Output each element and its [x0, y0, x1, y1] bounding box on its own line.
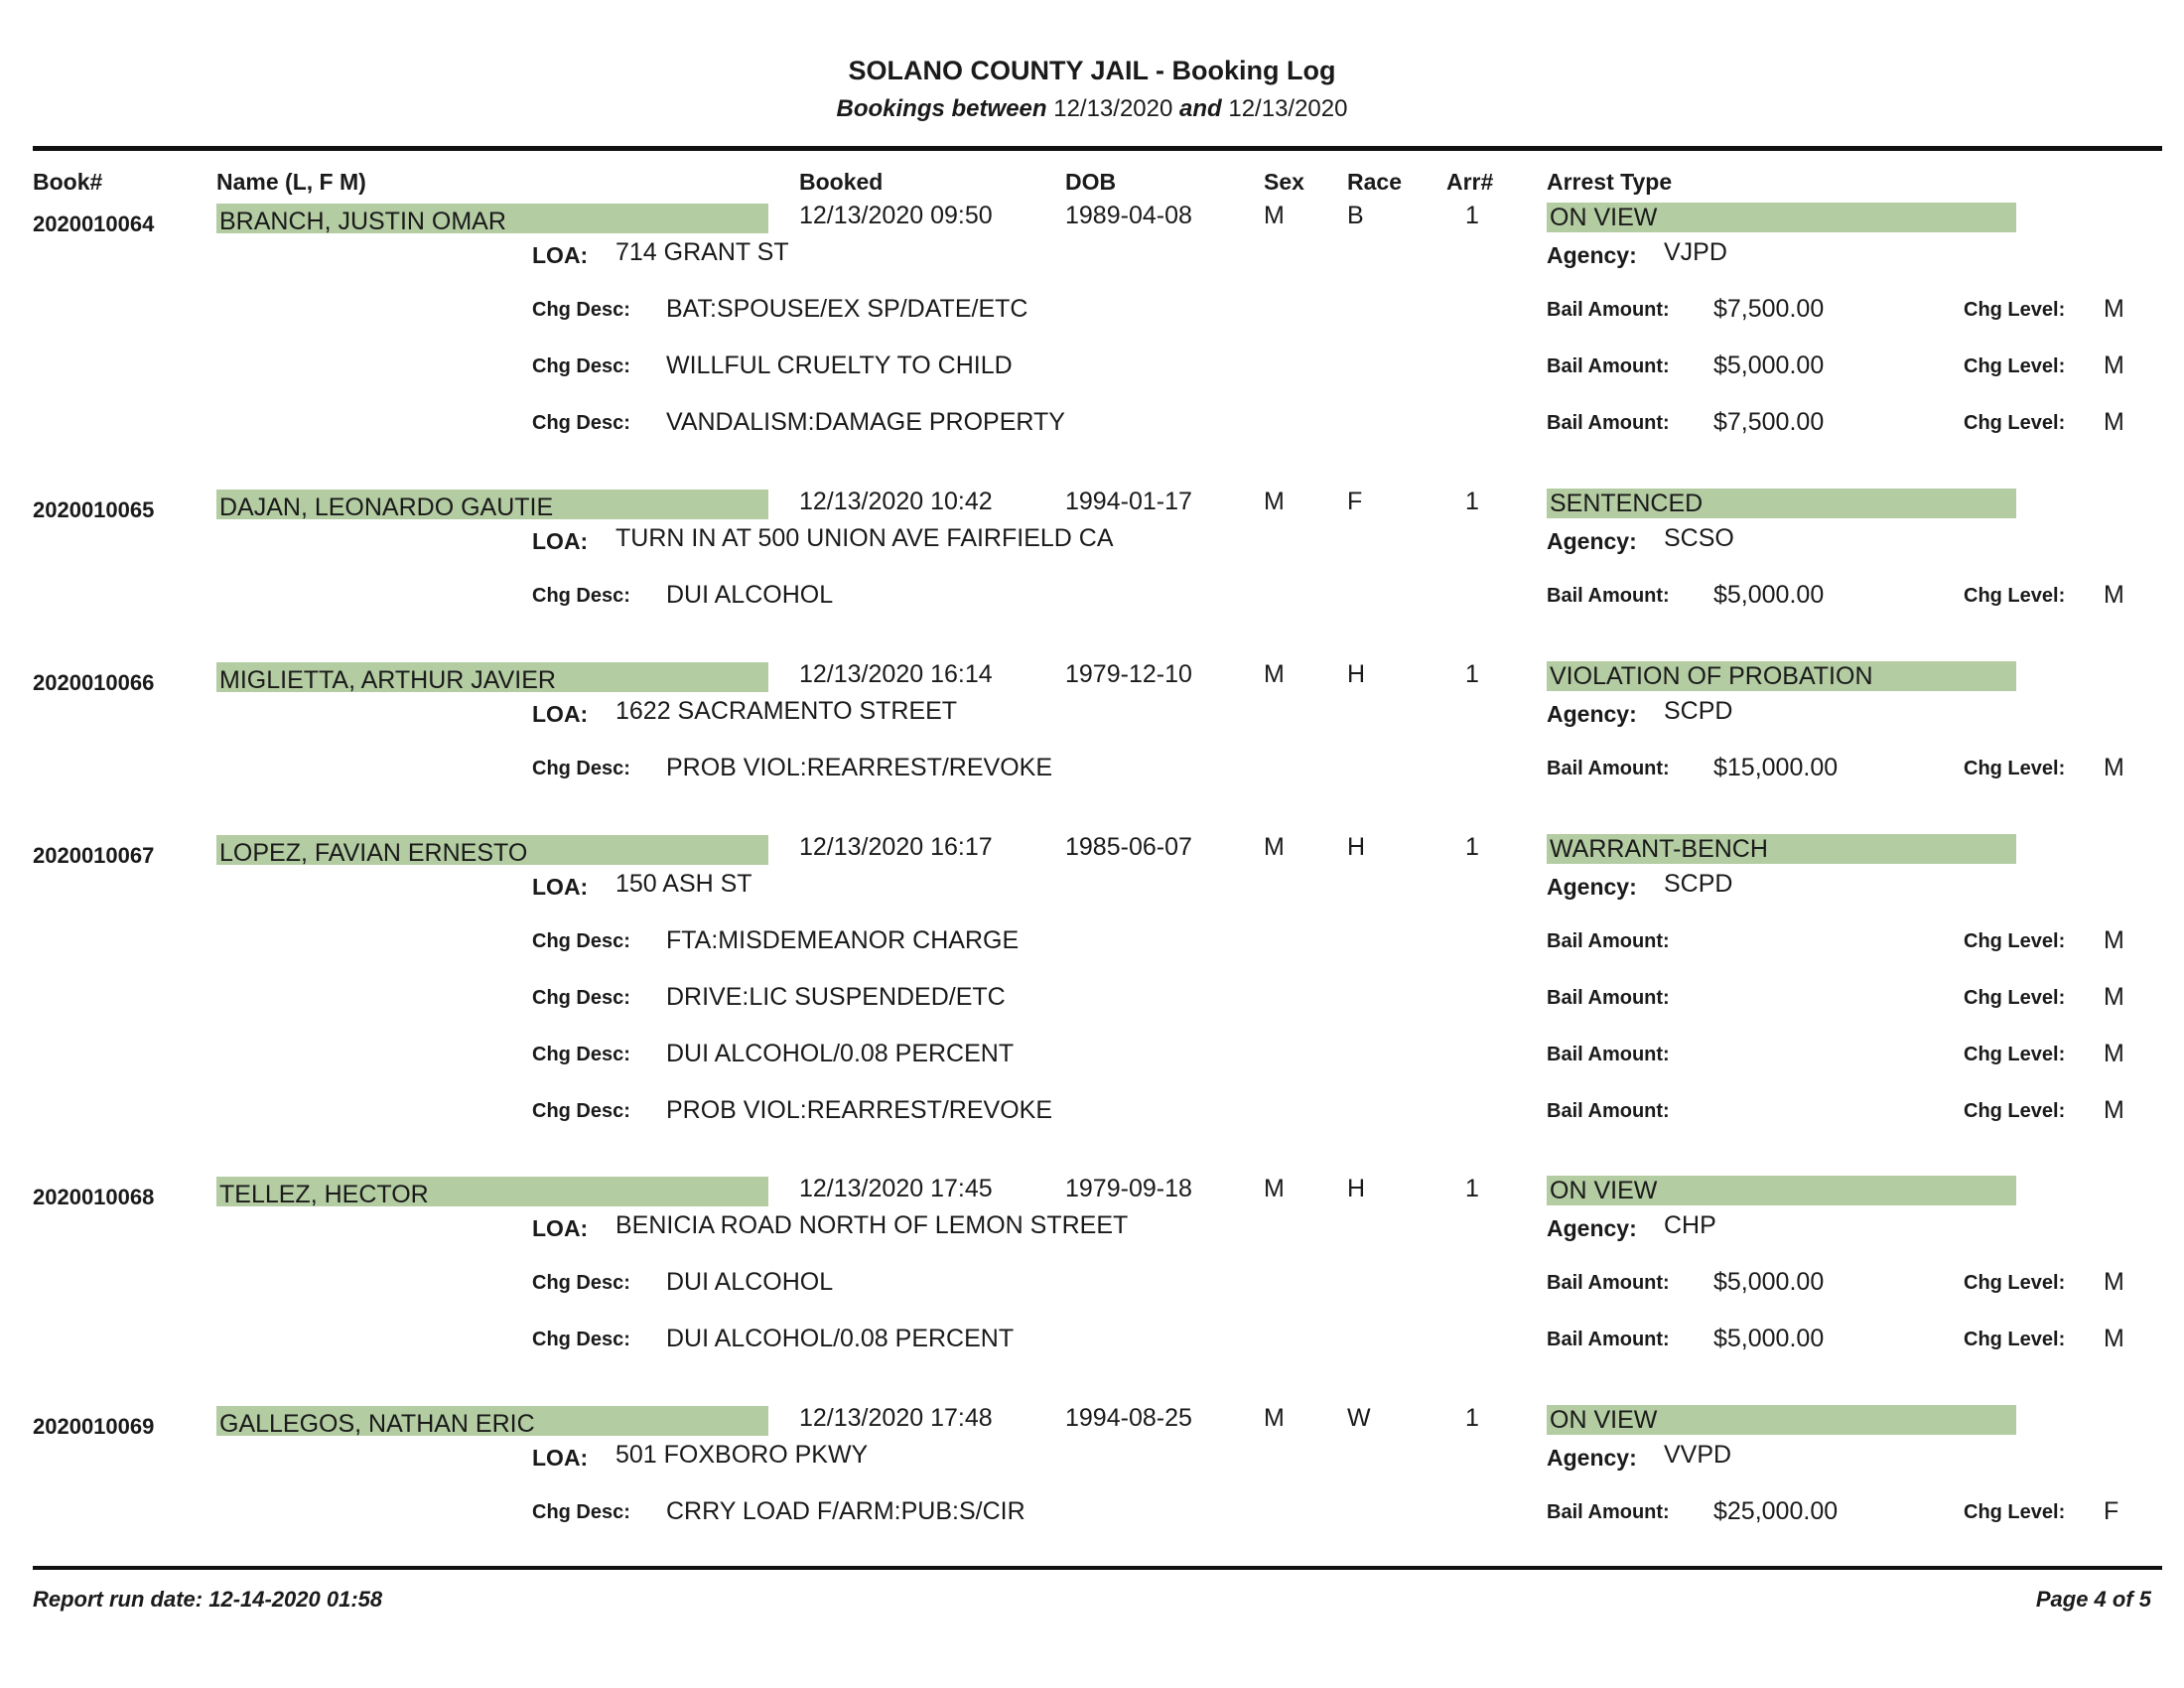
bail-amount-value: $15,000.00 — [1713, 754, 1839, 781]
sex: M — [1264, 488, 1285, 515]
bail-amount-value: $5,000.00 — [1713, 1325, 1825, 1352]
loa-value: TURN IN AT 500 UNION AVE FAIRFIELD CA — [615, 524, 1114, 552]
agency-value: SCPD — [1664, 870, 1733, 898]
arrest-type: WARRANT-BENCH — [1547, 834, 2016, 864]
chg-level-value: M — [2104, 581, 2124, 609]
chg-level-value: M — [2104, 983, 2124, 1011]
chg-desc-value: DUI ALCOHOL/0.08 PERCENT — [666, 1040, 1015, 1067]
chg-desc-value: CRRY LOAD F/ARM:PUB:S/CIR — [666, 1497, 1025, 1525]
date-from: 12/13/2020 — [1053, 95, 1173, 122]
booked-datetime: 12/13/2020 17:48 — [799, 1404, 993, 1432]
chg-desc-value: FTA:MISDEMEANOR CHARGE — [666, 926, 1020, 954]
bail-amount-value: $7,500.00 — [1713, 295, 1825, 323]
loa-value: 150 ASH ST — [615, 870, 752, 898]
chg-desc-label: Chg Desc: — [532, 355, 630, 377]
inmate-name: MIGLIETTA, ARTHUR JAVIER — [216, 662, 768, 692]
book-number: 2020010066 — [33, 670, 155, 695]
report-subtitle — [0, 95, 2184, 123]
race: B — [1347, 202, 1364, 229]
chg-level-label: Chg Level: — [1964, 1100, 2066, 1122]
chg-desc-value: VANDALISM:DAMAGE PROPERTY — [666, 408, 1065, 436]
loa-label: LOA: — [532, 874, 589, 900]
report-title: SOLANO COUNTY JAIL - Booking Log — [848, 56, 1336, 85]
chg-level-value: M — [2104, 1040, 2124, 1067]
inmate-name: TELLEZ, HECTOR — [216, 1177, 768, 1206]
chg-level-value: M — [2104, 1096, 2124, 1124]
agency-label: Agency: — [1547, 874, 1637, 900]
chg-desc-label: Chg Desc: — [532, 585, 630, 607]
sex: M — [1264, 1175, 1285, 1202]
bottom-divider — [33, 1566, 2162, 1570]
bail-amount-label: Bail Amount: — [1547, 355, 1670, 377]
dob: 1979-12-10 — [1065, 660, 1192, 688]
bail-amount-label: Bail Amount: — [1547, 930, 1670, 952]
bail-amount-value: $7,500.00 — [1713, 408, 1825, 436]
chg-desc-label: Chg Desc: — [532, 1100, 630, 1122]
arrest-type: SENTENCED — [1547, 489, 2016, 518]
chg-desc-value: DUI ALCOHOL — [666, 1268, 834, 1296]
loa-label: LOA: — [532, 1215, 589, 1241]
arrest-type: ON VIEW — [1547, 1405, 2016, 1435]
chg-desc-value: PROB VIOL:REARREST/REVOKE — [666, 754, 1052, 781]
arrest-number: 1 — [1465, 202, 1479, 229]
chg-desc-value: BAT:SPOUSE/EX SP/DATE/ETC — [666, 295, 1028, 323]
bail-amount-label: Bail Amount: — [1547, 1329, 1670, 1350]
chg-desc-value: DUI ALCOHOL — [666, 581, 834, 609]
chg-level-label: Chg Level: — [1964, 585, 2066, 607]
bail-amount-label: Bail Amount: — [1547, 412, 1670, 434]
bail-amount-label: Bail Amount: — [1547, 299, 1670, 321]
chg-desc-label: Chg Desc: — [532, 758, 630, 779]
booked-datetime: 12/13/2020 09:50 — [799, 202, 993, 229]
loa-label: LOA: — [532, 701, 589, 727]
book-number: 2020010067 — [33, 843, 155, 868]
chg-level-value: M — [2104, 408, 2124, 436]
arrest-type: ON VIEW — [1547, 1176, 2016, 1205]
chg-level-value: M — [2104, 926, 2124, 954]
book-number: 2020010064 — [33, 211, 155, 236]
dob: 1989-04-08 — [1065, 202, 1192, 229]
bail-amount-label: Bail Amount: — [1547, 1501, 1670, 1523]
race: F — [1347, 488, 1363, 515]
dob: 1979-09-18 — [1065, 1175, 1192, 1202]
arrest-number: 1 — [1465, 833, 1479, 861]
col-header-dob: DOB — [1065, 169, 1117, 195]
chg-level-value: M — [2104, 1325, 2124, 1352]
chg-desc-value: DUI ALCOHOL/0.08 PERCENT — [666, 1325, 1015, 1352]
inmate-name: DAJAN, LEONARDO GAUTIE — [216, 490, 768, 519]
chg-desc-value: PROB VIOL:REARREST/REVOKE — [666, 1096, 1052, 1124]
chg-desc-label: Chg Desc: — [532, 930, 630, 952]
sex: M — [1264, 660, 1285, 688]
sex: M — [1264, 1404, 1285, 1432]
bail-amount-value: $5,000.00 — [1713, 352, 1825, 379]
loa-label: LOA: — [532, 242, 589, 268]
chg-level-label: Chg Level: — [1964, 1044, 2066, 1065]
loa-label: LOA: — [532, 1445, 589, 1471]
bail-amount-label: Bail Amount: — [1547, 758, 1670, 779]
booked-datetime: 12/13/2020 10:42 — [799, 488, 993, 515]
chg-level-label: Chg Level: — [1964, 1501, 2066, 1523]
chg-level-label: Chg Level: — [1964, 412, 2066, 434]
col-header-arr: Arr# — [1446, 169, 1494, 195]
chg-desc-label: Chg Desc: — [532, 1501, 630, 1523]
inmate-name: LOPEZ, FAVIAN ERNESTO — [216, 835, 768, 865]
chg-level-label: Chg Level: — [1964, 1329, 2066, 1350]
bail-amount-label: Bail Amount: — [1547, 1272, 1670, 1294]
date-to: 12/13/2020 — [1228, 95, 1348, 122]
loa-value: BENICIA ROAD NORTH OF LEMON STREET — [615, 1211, 1129, 1239]
chg-level-label: Chg Level: — [1964, 1272, 2066, 1294]
chg-level-label: Chg Level: — [1964, 987, 2066, 1009]
dob: 1994-08-25 — [1065, 1404, 1192, 1432]
book-number: 2020010065 — [33, 497, 155, 522]
loa-value: 714 GRANT ST — [615, 238, 789, 266]
agency-value: SCSO — [1664, 524, 1734, 552]
agency-value: VJPD — [1664, 238, 1727, 266]
bail-amount-label: Bail Amount: — [1547, 1100, 1670, 1122]
col-header-arrest-type: Arrest Type — [1547, 169, 1673, 195]
agency-value: CHP — [1664, 1211, 1716, 1239]
race: H — [1347, 833, 1366, 861]
chg-level-value: M — [2104, 754, 2124, 781]
chg-level-value: M — [2104, 1268, 2124, 1296]
loa-value: 1622 SACRAMENTO STREET — [615, 697, 958, 725]
chg-level-label: Chg Level: — [1964, 930, 2066, 952]
arrest-number: 1 — [1465, 660, 1479, 688]
col-header-name: Name (L, F M) — [216, 169, 366, 195]
inmate-name: BRANCH, JUSTIN OMAR — [216, 204, 768, 233]
subtitle-and: and — [1179, 95, 1222, 122]
subtitle-prefix: Bookings between — [836, 95, 1047, 122]
chg-desc-label: Chg Desc: — [532, 412, 630, 434]
bail-amount-value: $5,000.00 — [1713, 581, 1825, 609]
col-header-sex: Sex — [1264, 169, 1304, 195]
chg-desc-label: Chg Desc: — [532, 1044, 630, 1065]
chg-level-value: M — [2104, 352, 2124, 379]
bail-amount-value: $5,000.00 — [1713, 1268, 1825, 1296]
agency-value: SCPD — [1664, 697, 1733, 725]
arrest-type: ON VIEW — [1547, 203, 2016, 232]
bail-amount-value: $25,000.00 — [1713, 1497, 1839, 1525]
chg-desc-value: WILLFUL CRUELTY TO CHILD — [666, 352, 1013, 379]
report-run-date: Report run date: 12-14-2020 01:58 — [33, 1587, 383, 1612]
book-number: 2020010069 — [33, 1414, 155, 1439]
col-header-race: Race — [1347, 169, 1402, 195]
arrest-number: 1 — [1465, 1404, 1479, 1432]
race: W — [1347, 1404, 1371, 1432]
race: H — [1347, 1175, 1366, 1202]
booked-datetime: 12/13/2020 17:45 — [799, 1175, 993, 1202]
loa-label: LOA: — [532, 528, 589, 554]
chg-desc-label: Chg Desc: — [532, 987, 630, 1009]
top-divider — [33, 146, 2162, 151]
dob: 1994-01-17 — [1065, 488, 1192, 515]
bail-amount-label: Bail Amount: — [1547, 987, 1670, 1009]
agency-label: Agency: — [1547, 1445, 1637, 1471]
inmate-name: GALLEGOS, NATHAN ERIC — [216, 1406, 768, 1436]
chg-level-value: M — [2104, 295, 2124, 323]
sex: M — [1264, 202, 1285, 229]
page-number: Page 4 of 5 — [2035, 1587, 2151, 1612]
chg-desc-label: Chg Desc: — [532, 299, 630, 321]
col-header-booked: Booked — [799, 169, 884, 195]
agency-label: Agency: — [1547, 242, 1637, 268]
chg-level-label: Chg Level: — [1964, 299, 2066, 321]
chg-desc-label: Chg Desc: — [532, 1272, 630, 1294]
arrest-number: 1 — [1465, 1175, 1479, 1202]
sex: M — [1264, 833, 1285, 861]
race: H — [1347, 660, 1366, 688]
chg-desc-label: Chg Desc: — [532, 1329, 630, 1350]
agency-label: Agency: — [1547, 528, 1637, 554]
chg-level-label: Chg Level: — [1964, 758, 2066, 779]
agency-label: Agency: — [1547, 1215, 1637, 1241]
booked-datetime: 12/13/2020 16:17 — [799, 833, 993, 861]
col-header-book: Book# — [33, 169, 103, 195]
chg-level-label: Chg Level: — [1964, 355, 2066, 377]
booked-datetime: 12/13/2020 16:14 — [799, 660, 993, 688]
dob: 1985-06-07 — [1065, 833, 1192, 861]
book-number: 2020010068 — [33, 1185, 155, 1209]
agency-value: VVPD — [1664, 1441, 1732, 1469]
bail-amount-label: Bail Amount: — [1547, 585, 1670, 607]
arrest-number: 1 — [1465, 488, 1479, 515]
loa-value: 501 FOXBORO PKWY — [615, 1441, 869, 1469]
chg-desc-value: DRIVE:LIC SUSPENDED/ETC — [666, 983, 1006, 1011]
agency-label: Agency: — [1547, 701, 1637, 727]
chg-level-value: F — [2104, 1497, 2119, 1525]
bail-amount-label: Bail Amount: — [1547, 1044, 1670, 1065]
arrest-type: VIOLATION OF PROBATION — [1547, 661, 2016, 691]
